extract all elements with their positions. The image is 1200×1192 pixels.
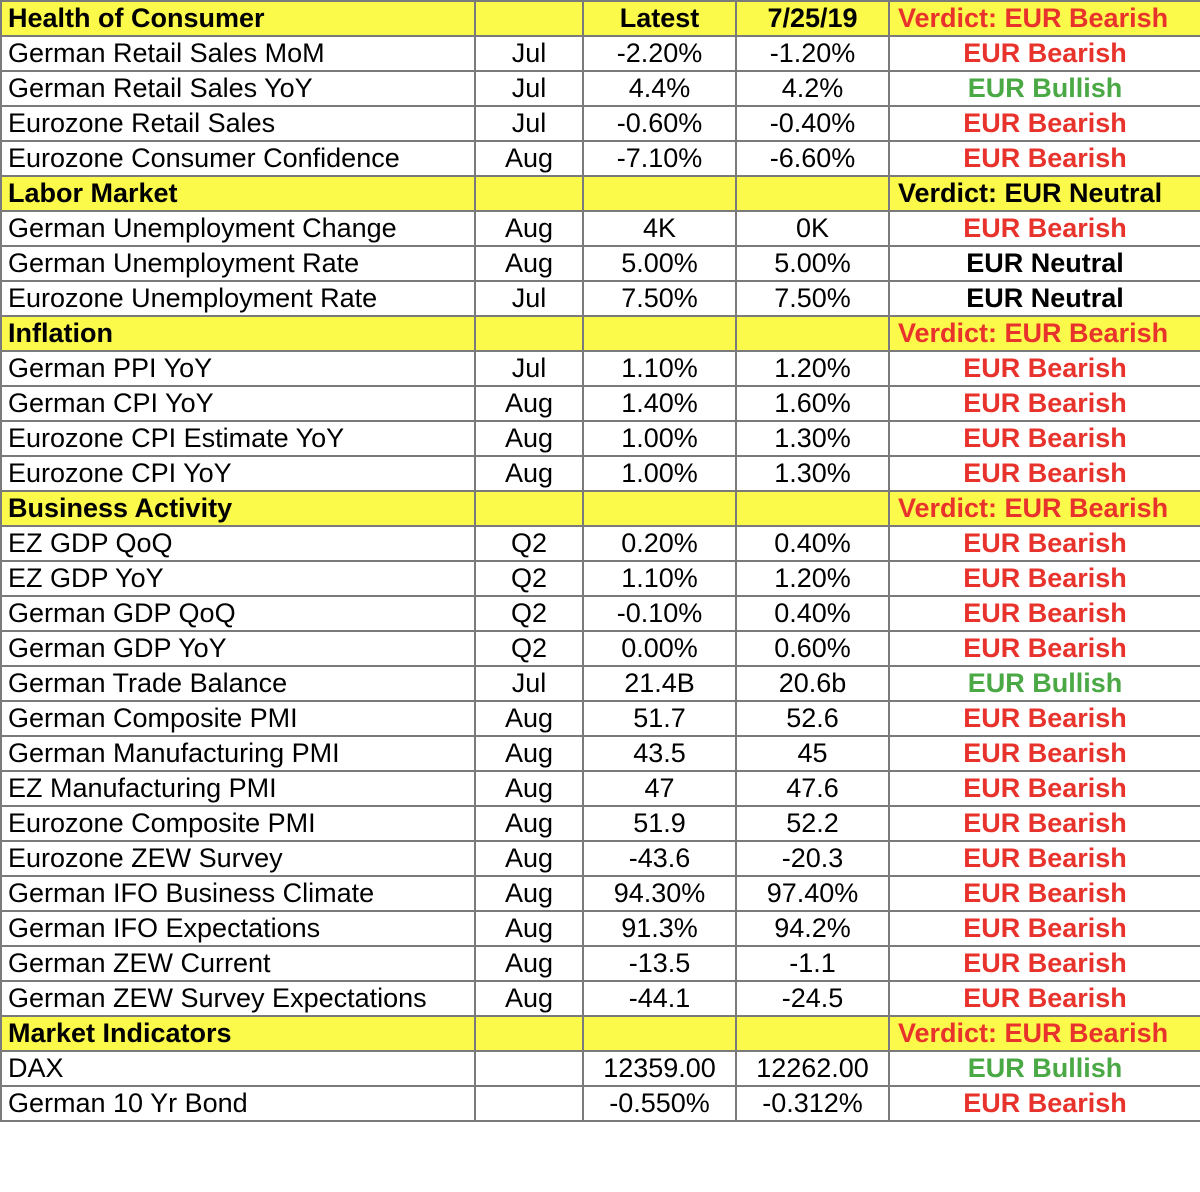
period-cell: Aug (475, 736, 583, 771)
section-title: Market Indicators (1, 1016, 475, 1051)
period-cell (475, 1051, 583, 1086)
latest-value-cell: 94.30% (583, 876, 736, 911)
latest-value-cell: 1.10% (583, 351, 736, 386)
latest-value-cell: -7.10% (583, 141, 736, 176)
table-row (1, 281, 1200, 316)
period-cell: Aug (475, 771, 583, 806)
period-cell: Aug (475, 701, 583, 736)
previous-value-cell (736, 1016, 889, 1051)
verdict-cell: EUR Bearish (889, 911, 1200, 946)
period-cell: Jul (475, 71, 583, 106)
latest-value-cell: 0.20% (583, 526, 736, 561)
period-cell: Jul (475, 281, 583, 316)
previous-value-cell: -0.40% (736, 106, 889, 141)
indicator-name-cell: EZ GDP QoQ (1, 526, 475, 561)
previous-value-cell: -1.1 (736, 946, 889, 981)
indicator-name-cell: German ZEW Survey Expectations (1, 981, 475, 1016)
section-verdict: Verdict: EUR Neutral (889, 176, 1200, 211)
latest-value-cell: -44.1 (583, 981, 736, 1016)
verdict-cell: EUR Neutral (889, 281, 1200, 316)
verdict-cell: EUR Bearish (889, 351, 1200, 386)
indicator-name-cell: German IFO Business Climate (1, 876, 475, 911)
previous-value-cell: 7.50% (736, 281, 889, 316)
section-header-row (1, 176, 1200, 211)
previous-value-cell: 0.40% (736, 526, 889, 561)
previous-value-cell: 0.40% (736, 596, 889, 631)
latest-value-cell: -0.10% (583, 596, 736, 631)
previous-value-cell: 5.00% (736, 246, 889, 281)
period-cell: Q2 (475, 596, 583, 631)
verdict-cell: EUR Bullish (889, 71, 1200, 106)
period-cell: Aug (475, 981, 583, 1016)
previous-value-cell: 52.6 (736, 701, 889, 736)
section-title: Health of Consumer (1, 1, 475, 36)
previous-value-cell: 0.60% (736, 631, 889, 666)
verdict-cell: EUR Bearish (889, 596, 1200, 631)
table-row (1, 351, 1200, 386)
verdict-cell: EUR Bearish (889, 876, 1200, 911)
verdict-cell: EUR Bearish (889, 456, 1200, 491)
indicator-name-cell: German CPI YoY (1, 386, 475, 421)
table-row (1, 1086, 1200, 1121)
previous-value-cell: 45 (736, 736, 889, 771)
table-row (1, 736, 1200, 771)
table-row (1, 981, 1200, 1016)
period-cell: Aug (475, 946, 583, 981)
latest-value-cell: 51.9 (583, 806, 736, 841)
period-cell: Aug (475, 421, 583, 456)
table-row (1, 841, 1200, 876)
indicator-name-cell: German Trade Balance (1, 666, 475, 701)
table-row (1, 71, 1200, 106)
period-cell: Q2 (475, 561, 583, 596)
verdict-cell: EUR Bearish (889, 106, 1200, 141)
latest-value-cell: 47 (583, 771, 736, 806)
previous-value-cell: 0K (736, 211, 889, 246)
section-header-row (1, 1016, 1200, 1051)
section-verdict: Verdict: EUR Bearish (889, 316, 1200, 351)
table-row (1, 771, 1200, 806)
latest-value-cell: 91.3% (583, 911, 736, 946)
verdict-cell: EUR Bearish (889, 701, 1200, 736)
latest-value-cell: 0.00% (583, 631, 736, 666)
table-row (1, 596, 1200, 631)
indicator-name-cell: German Unemployment Change (1, 211, 475, 246)
table-row (1, 211, 1200, 246)
table-row (1, 946, 1200, 981)
period-cell (475, 491, 583, 526)
indicator-name-cell: German 10 Yr Bond (1, 1086, 475, 1121)
previous-value-cell: 1.60% (736, 386, 889, 421)
latest-value-cell: 1.00% (583, 456, 736, 491)
period-cell: Aug (475, 456, 583, 491)
indicator-name-cell: German Composite PMI (1, 701, 475, 736)
latest-value-cell: 4.4% (583, 71, 736, 106)
previous-value-cell: 20.6b (736, 666, 889, 701)
verdict-cell: EUR Bearish (889, 736, 1200, 771)
previous-value-cell: 12262.00 (736, 1051, 889, 1086)
table-row (1, 106, 1200, 141)
section-header-row (1, 1, 1200, 36)
period-cell: Aug (475, 246, 583, 281)
verdict-cell: EUR Bearish (889, 1086, 1200, 1121)
section-verdict: Verdict: EUR Bearish (889, 491, 1200, 526)
table-row (1, 876, 1200, 911)
section-title: Business Activity (1, 491, 475, 526)
verdict-cell: EUR Bearish (889, 771, 1200, 806)
latest-value-cell: 1.10% (583, 561, 736, 596)
latest-value-cell (583, 316, 736, 351)
verdict-cell: EUR Bearish (889, 946, 1200, 981)
section-title: Labor Market (1, 176, 475, 211)
period-cell: Aug (475, 141, 583, 176)
latest-value-cell: 4K (583, 211, 736, 246)
previous-value-cell: 7/25/19 (736, 1, 889, 36)
verdict-cell: EUR Bearish (889, 141, 1200, 176)
table-row (1, 36, 1200, 71)
table-row (1, 456, 1200, 491)
previous-value-cell: 1.20% (736, 351, 889, 386)
verdict-cell: EUR Bearish (889, 981, 1200, 1016)
verdict-cell: EUR Bullish (889, 1051, 1200, 1086)
period-cell: Aug (475, 211, 583, 246)
period-cell (475, 1086, 583, 1121)
previous-value-cell (736, 316, 889, 351)
previous-value-cell: -24.5 (736, 981, 889, 1016)
latest-value-cell: 12359.00 (583, 1051, 736, 1086)
period-cell: Jul (475, 106, 583, 141)
previous-value-cell (736, 491, 889, 526)
latest-value-cell: 43.5 (583, 736, 736, 771)
section-title: Inflation (1, 316, 475, 351)
table-row (1, 701, 1200, 736)
table-row (1, 911, 1200, 946)
period-cell (475, 316, 583, 351)
previous-value-cell: 1.30% (736, 421, 889, 456)
table-row (1, 386, 1200, 421)
latest-value-cell: -2.20% (583, 36, 736, 71)
indicator-name-cell: Eurozone CPI YoY (1, 456, 475, 491)
latest-value-cell: 5.00% (583, 246, 736, 281)
indicator-name-cell: German ZEW Current (1, 946, 475, 981)
indicator-name-cell: EZ Manufacturing PMI (1, 771, 475, 806)
table-row (1, 141, 1200, 176)
indicator-name-cell: German Manufacturing PMI (1, 736, 475, 771)
table-body (1, 1, 1200, 1121)
indicator-name-cell: Eurozone Retail Sales (1, 106, 475, 141)
table-row (1, 666, 1200, 701)
previous-value-cell: 94.2% (736, 911, 889, 946)
latest-value-cell: 1.00% (583, 421, 736, 456)
section-verdict: Verdict: EUR Bearish (889, 1, 1200, 36)
indicator-name-cell: German Retail Sales MoM (1, 36, 475, 71)
period-cell: Aug (475, 806, 583, 841)
previous-value-cell: 4.2% (736, 71, 889, 106)
verdict-cell: EUR Bearish (889, 211, 1200, 246)
verdict-cell: EUR Bullish (889, 666, 1200, 701)
indicator-name-cell: German PPI YoY (1, 351, 475, 386)
section-verdict: Verdict: EUR Bearish (889, 1016, 1200, 1051)
indicator-name-cell: Eurozone Unemployment Rate (1, 281, 475, 316)
table-row (1, 421, 1200, 456)
table-row (1, 806, 1200, 841)
previous-value-cell: 1.30% (736, 456, 889, 491)
verdict-cell: EUR Bearish (889, 526, 1200, 561)
period-cell (475, 1016, 583, 1051)
latest-value-cell: 21.4B (583, 666, 736, 701)
indicator-name-cell: Eurozone CPI Estimate YoY (1, 421, 475, 456)
previous-value-cell (736, 176, 889, 211)
previous-value-cell: 1.20% (736, 561, 889, 596)
section-header-row (1, 491, 1200, 526)
table-row (1, 631, 1200, 666)
previous-value-cell: -1.20% (736, 36, 889, 71)
latest-value-cell: 51.7 (583, 701, 736, 736)
period-cell: Aug (475, 386, 583, 421)
latest-value-cell: Latest (583, 1, 736, 36)
period-cell: Q2 (475, 526, 583, 561)
table-row (1, 526, 1200, 561)
period-cell: Jul (475, 666, 583, 701)
verdict-cell: EUR Bearish (889, 421, 1200, 456)
table-row (1, 561, 1200, 596)
latest-value-cell: 1.40% (583, 386, 736, 421)
period-cell (475, 1, 583, 36)
period-cell: Aug (475, 841, 583, 876)
indicator-name-cell: DAX (1, 1051, 475, 1086)
indicator-name-cell: German GDP QoQ (1, 596, 475, 631)
indicator-name-cell: German Unemployment Rate (1, 246, 475, 281)
verdict-cell: EUR Bearish (889, 561, 1200, 596)
previous-value-cell: 97.40% (736, 876, 889, 911)
indicator-name-cell: Eurozone Composite PMI (1, 806, 475, 841)
previous-value-cell: 47.6 (736, 771, 889, 806)
latest-value-cell (583, 1016, 736, 1051)
indicator-name-cell: EZ GDP YoY (1, 561, 475, 596)
latest-value-cell (583, 491, 736, 526)
latest-value-cell: 7.50% (583, 281, 736, 316)
verdict-cell: EUR Bearish (889, 841, 1200, 876)
table-row (1, 1051, 1200, 1086)
latest-value-cell: -13.5 (583, 946, 736, 981)
latest-value-cell: -0.60% (583, 106, 736, 141)
verdict-cell: EUR Bearish (889, 386, 1200, 421)
period-cell: Aug (475, 911, 583, 946)
previous-value-cell: -0.312% (736, 1086, 889, 1121)
verdict-cell: EUR Neutral (889, 246, 1200, 281)
section-header-row (1, 316, 1200, 351)
period-cell: Q2 (475, 631, 583, 666)
indicator-name-cell: Eurozone Consumer Confidence (1, 141, 475, 176)
table-row (1, 246, 1200, 281)
latest-value-cell: -0.550% (583, 1086, 736, 1121)
previous-value-cell: -6.60% (736, 141, 889, 176)
period-cell: Jul (475, 351, 583, 386)
indicator-name-cell: German Retail Sales YoY (1, 71, 475, 106)
previous-value-cell: -20.3 (736, 841, 889, 876)
period-cell: Aug (475, 876, 583, 911)
indicator-name-cell: German IFO Expectations (1, 911, 475, 946)
verdict-cell: EUR Bearish (889, 631, 1200, 666)
previous-value-cell: 52.2 (736, 806, 889, 841)
verdict-cell: EUR Bearish (889, 806, 1200, 841)
period-cell: Jul (475, 36, 583, 71)
indicator-name-cell: Eurozone ZEW Survey (1, 841, 475, 876)
latest-value-cell: -43.6 (583, 841, 736, 876)
indicator-name-cell: German GDP YoY (1, 631, 475, 666)
latest-value-cell (583, 176, 736, 211)
period-cell (475, 176, 583, 211)
verdict-cell: EUR Bearish (889, 36, 1200, 71)
